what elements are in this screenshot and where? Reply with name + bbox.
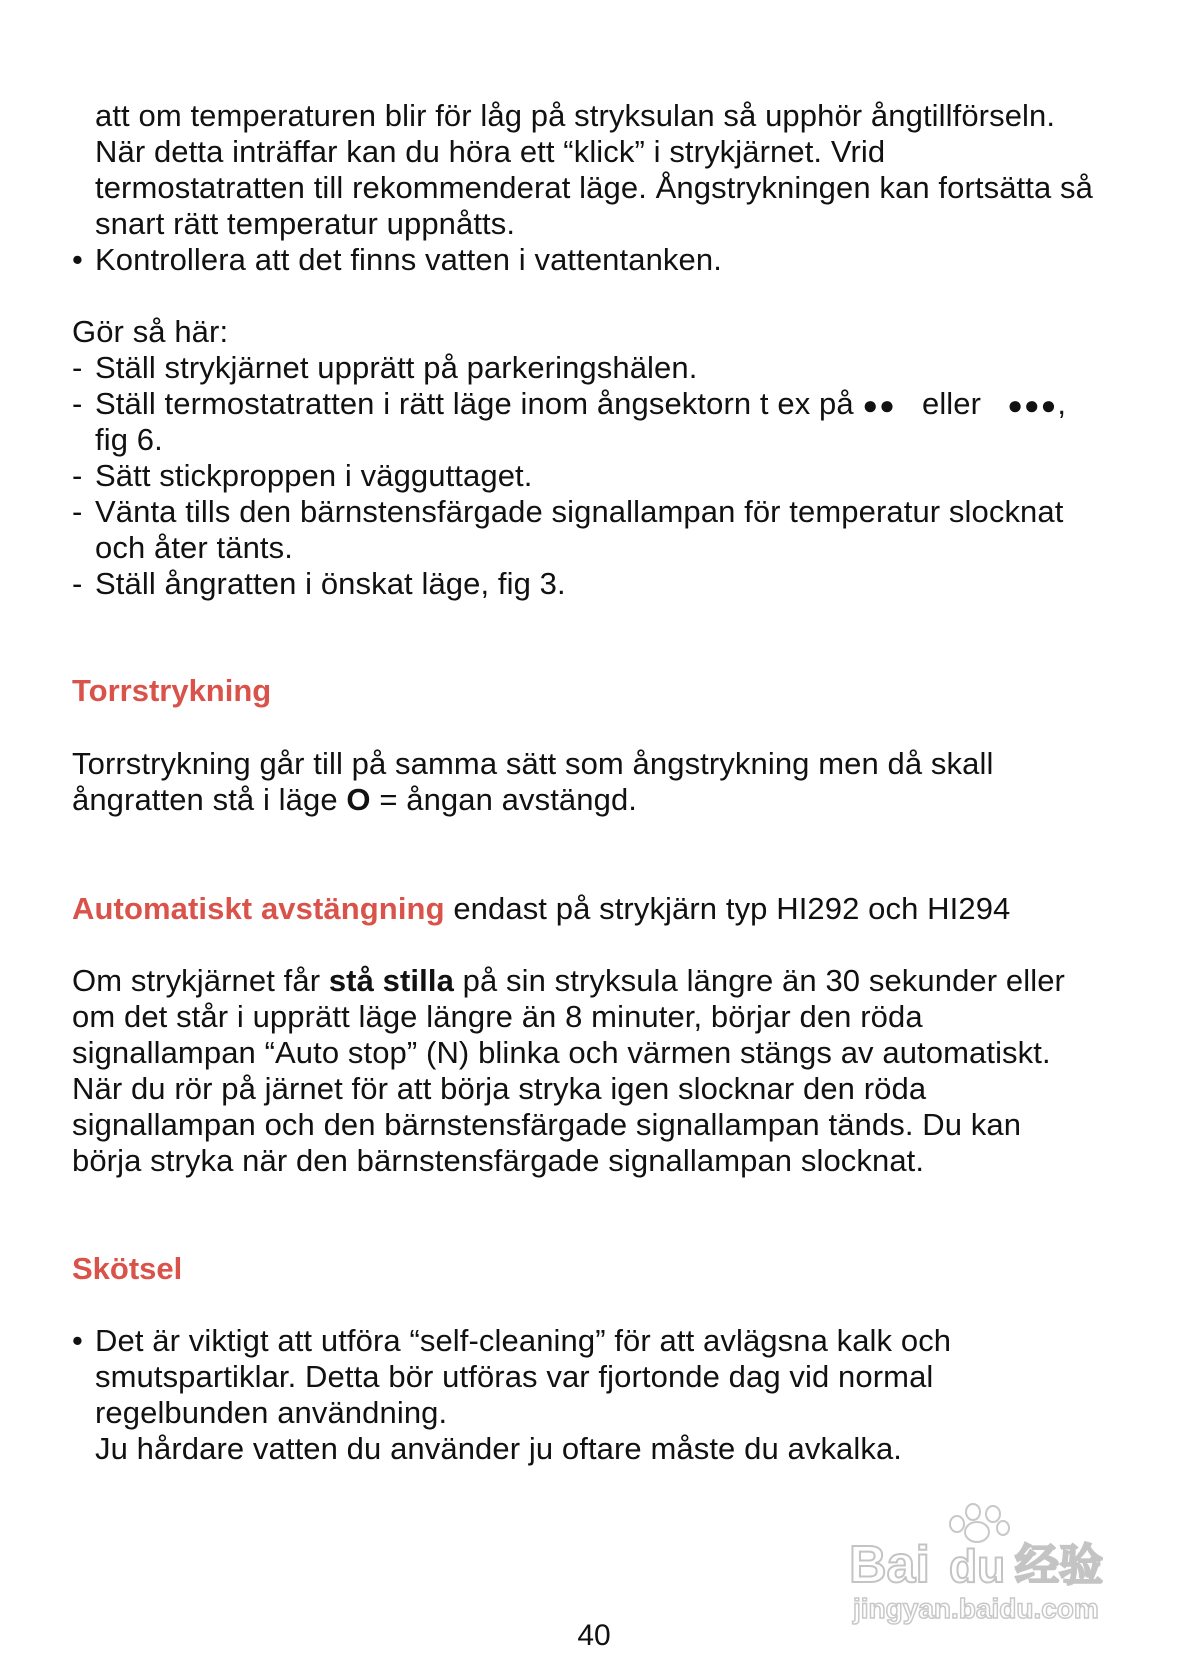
baidu-jingyan-watermark xyxy=(845,1500,1125,1630)
paragraph-line: om det står i upprätt läge längre än 8 minuter, börjar den röda xyxy=(72,999,923,1034)
dash-marker: - xyxy=(72,566,83,601)
paw-icon xyxy=(950,1504,1009,1542)
step-2-continued: fig 6. xyxy=(95,422,163,457)
paragraph-line: snart rätt temperatur uppnåtts. xyxy=(95,206,516,241)
text-run: ångratten stå i läge xyxy=(72,782,347,817)
steam-dots-three-icon: ●●● xyxy=(1007,390,1058,420)
paragraph-line: När du rör på järnet för att börja stryka igen slocknar den röda xyxy=(72,1071,927,1106)
paragraph-line: Torrstrykning går till på samma sätt som ångstrykning men då skall xyxy=(72,746,994,781)
paragraph-line: När detta inträffar kan du höra ett “klick” i strykjärnet. Vrid xyxy=(95,134,886,169)
paragraph-line xyxy=(72,782,637,818)
paragraph-line: Det är viktigt att utföra “self-cleaning” för att avlägsna kalk och xyxy=(95,1323,952,1358)
paragraph-line xyxy=(72,963,1065,999)
bold-text: O xyxy=(346,782,371,817)
step-1: Ställ strykjärnet upprätt på parkeringshälen. xyxy=(95,350,698,385)
step-2-or: eller xyxy=(921,386,982,421)
bullet-text: Kontrollera att det finns vatten i vattentanken. xyxy=(95,242,722,277)
steps-intro: Gör så här: xyxy=(72,314,229,349)
dash-marker: - xyxy=(72,458,83,493)
text-run: = ångan avstängd. xyxy=(370,782,637,817)
step-5: Ställ ångratten i önskat läge, fig 3. xyxy=(95,566,566,601)
bold-text: stå stilla xyxy=(328,963,454,998)
step-4-continued: och åter tänts. xyxy=(95,530,293,565)
paragraph-line: signallampan och den bärnstensfärgade signallampan tänds. Du kan xyxy=(72,1107,1022,1142)
section-heading-skotsel: Skötsel xyxy=(72,1251,183,1286)
dash-marker: - xyxy=(72,350,83,385)
step-4: Vänta tills den bärnstensfärgade signallampan för temperatur slocknat xyxy=(95,494,1064,529)
text-run: på sin stryksula längre än 30 sekunder eller xyxy=(453,963,1065,998)
heading-suffix: endast på strykjärn typ HI292 och HI294 xyxy=(444,891,1011,926)
watermark-brand: Bai xyxy=(849,1536,930,1594)
dash-marker: - xyxy=(72,494,83,529)
bullet-marker: • xyxy=(72,242,83,277)
text-run: Om strykjärnet får xyxy=(72,963,329,998)
paragraph-line: smutspartiklar. Detta bör utföras var fjortonde dag vid normal xyxy=(95,1359,934,1394)
paragraph-line: termostatratten till rekommenderat läge. Ångstrykningen kan fortsätta så xyxy=(95,170,1093,205)
paragraph-line: signallampan “Auto stop” (N) blinka och värmen stängs av automatiskt. xyxy=(72,1035,1051,1070)
dash-marker: - xyxy=(72,386,83,421)
paragraph-line: regelbunden användning. xyxy=(95,1395,448,1430)
watermark-brand-du: du xyxy=(949,1540,1006,1592)
paragraph-line: att om temperaturen blir för låg på stryksulan så upphör ångtillförseln. xyxy=(95,98,1056,133)
watermark-url: jingyan.baidu.com xyxy=(853,1593,1099,1624)
step-3: Sätt stickproppen i vägguttaget. xyxy=(95,458,533,493)
paragraph-line: börja stryka när den bärnstensfärgade signallampan slocknat. xyxy=(72,1143,925,1178)
step-2 xyxy=(95,386,1066,423)
step-2-comma: , xyxy=(1057,386,1067,421)
section-heading-auto-off xyxy=(72,891,1010,927)
step-2-text: Ställ termostatratten i rätt läge inom ångsektorn t ex på xyxy=(95,386,854,421)
section-heading-torrstrykning: Torrstrykning xyxy=(72,673,272,708)
page-number: 40 xyxy=(577,1619,611,1652)
paragraph-line: Ju hårdare vatten du använder ju oftare måste du avkalka. xyxy=(95,1431,903,1466)
bullet-marker: • xyxy=(72,1323,83,1358)
watermark-brand-cn: 经验 xyxy=(1015,1540,1103,1591)
heading-text: Automatiskt avstängning xyxy=(72,891,445,926)
steam-dots-two-icon: ●● xyxy=(862,390,896,420)
